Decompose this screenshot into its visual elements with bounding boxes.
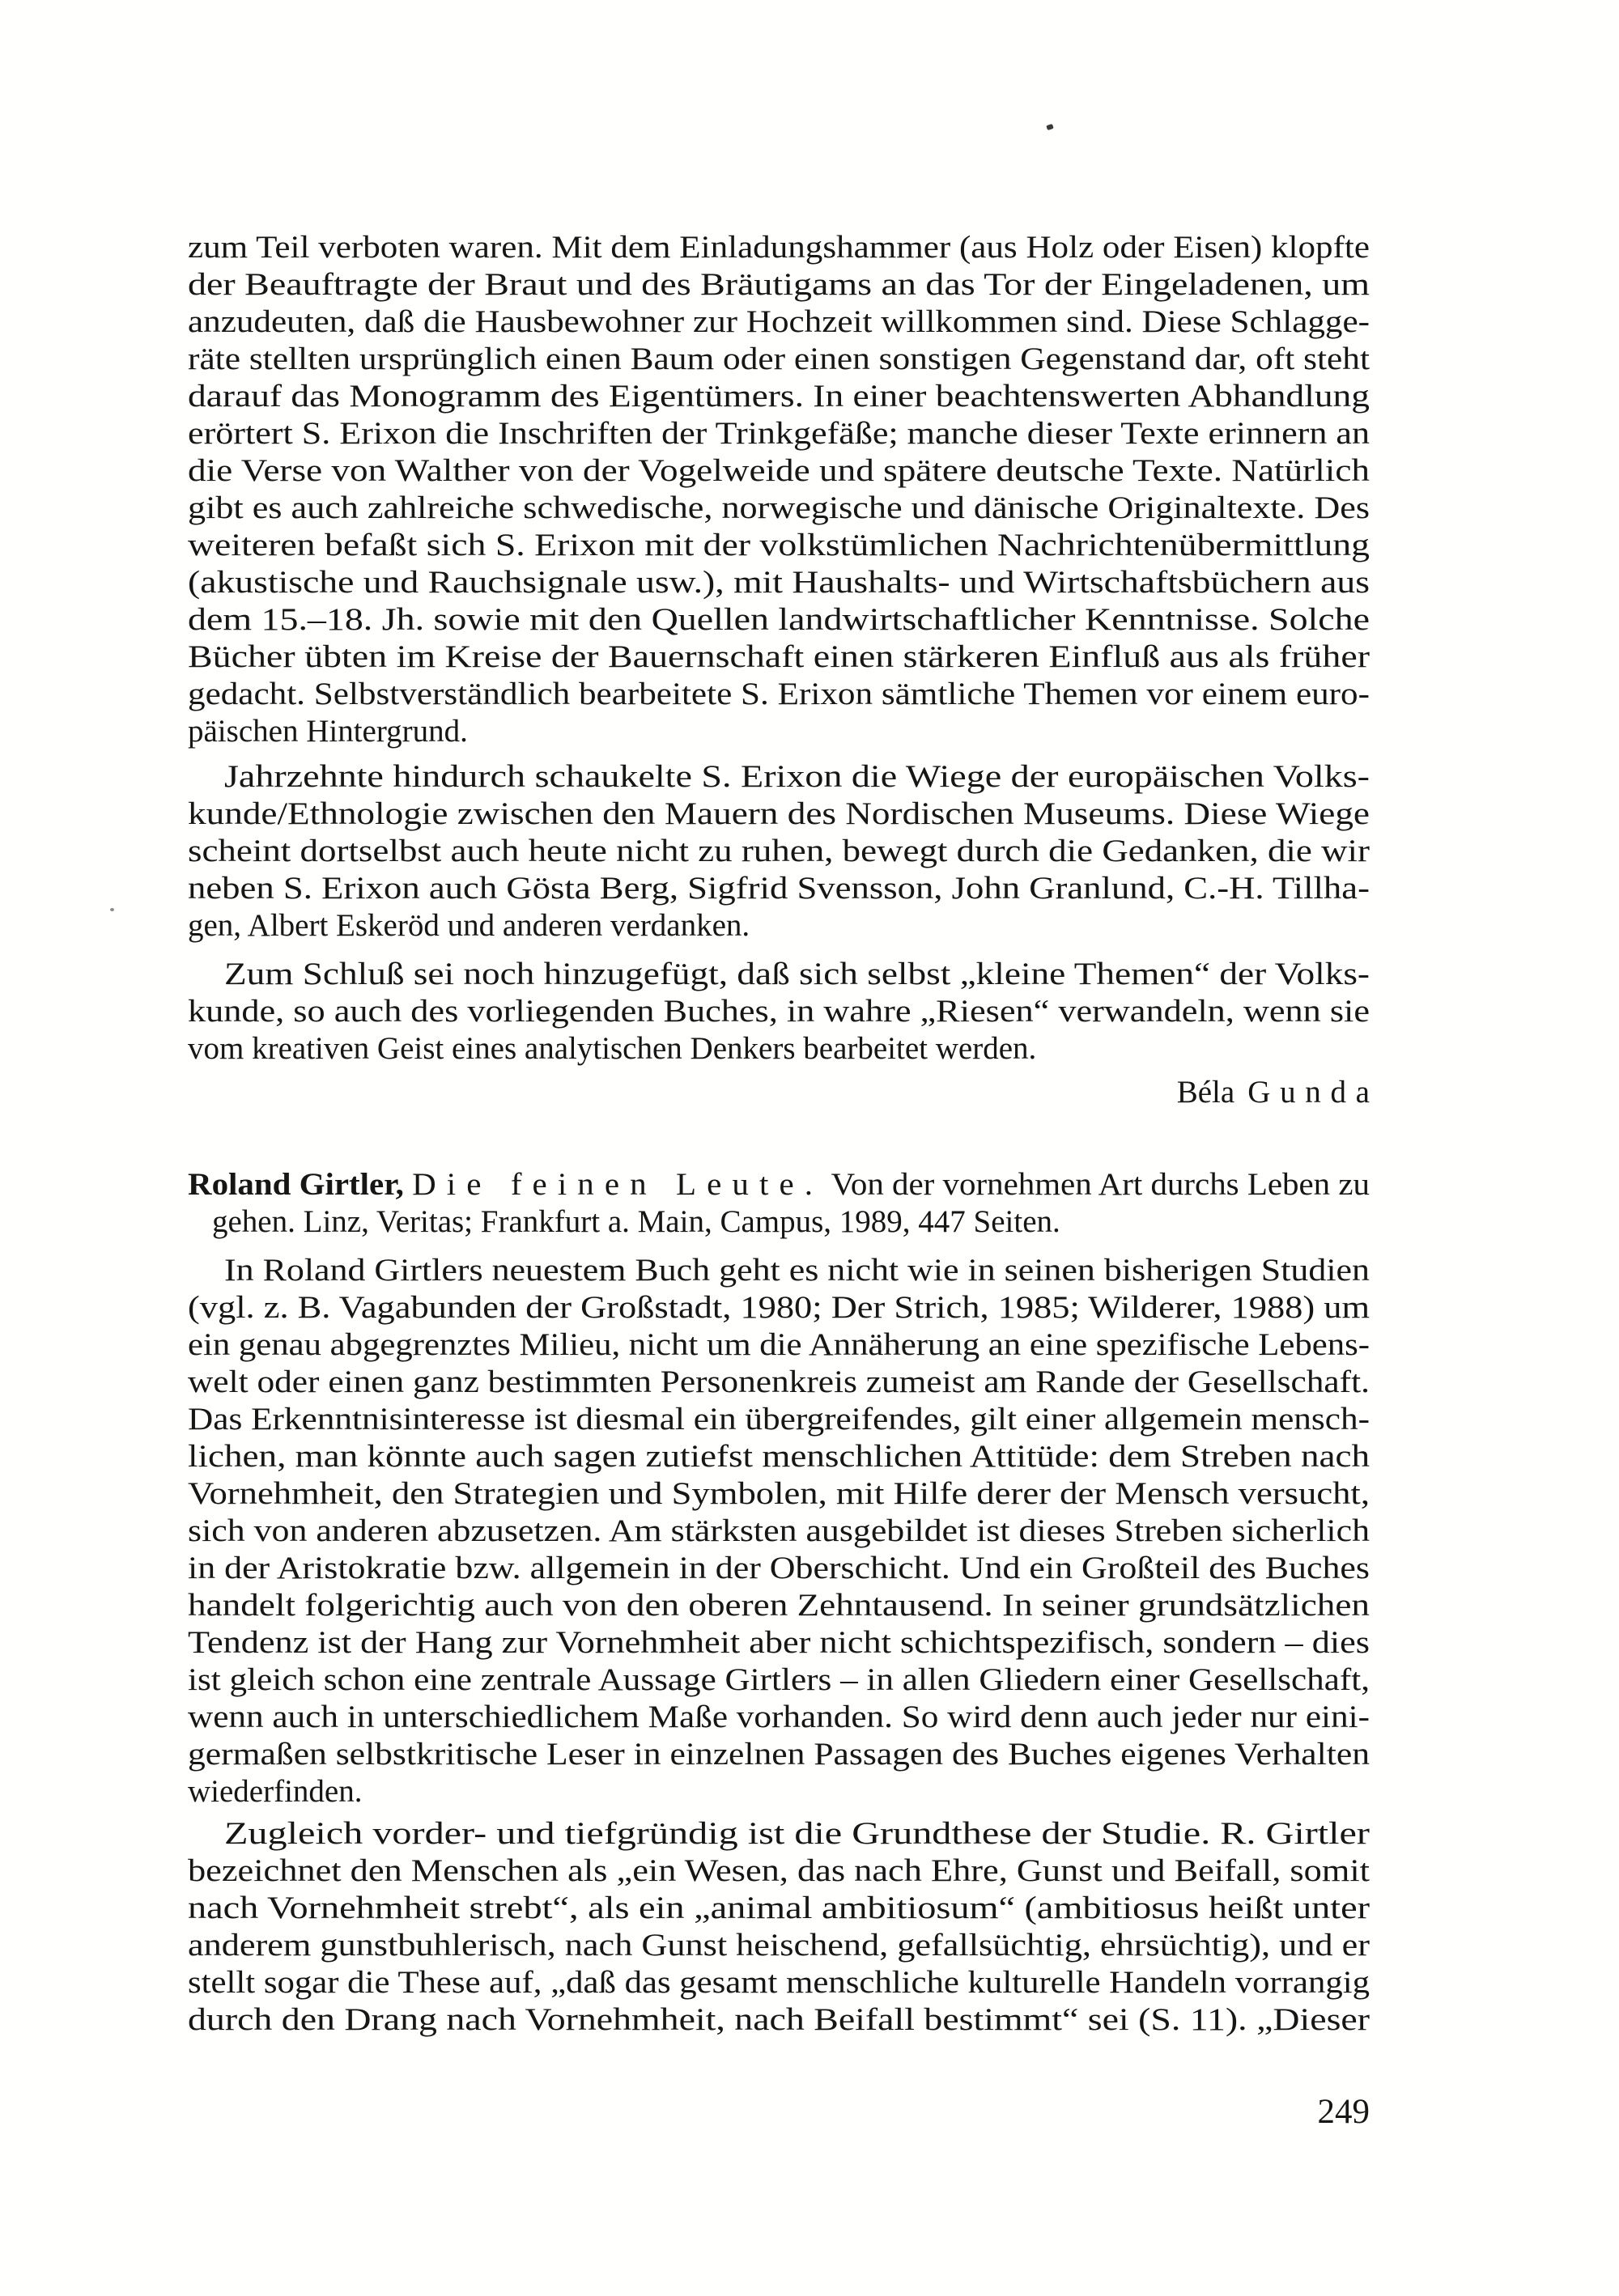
paragraph-erixon-wiege [188,758,1370,944]
text-line: Das Erkenntnisinteresse ist diesmal ein übergreifendes, gilt einer allgemein mensch- [188,1402,1370,1437]
text-line: Bücher übten im Kreise der Bauernschaft einen stärkeren Einfluß aus als früher [188,639,1370,674]
page-number: 249 [1317,2093,1370,2131]
scan-speck-margin [110,908,114,911]
text-line: vom kreativen Geist eines analytischen Denkers bearbeitet werden. [188,1031,1037,1066]
signature-given-name: Béla [1176,1075,1235,1110]
text-line: gibt es auch zahlreiche schwedische, norwegische und dänische Originaltexte. Des [188,490,1370,525]
review-signature [188,1074,1379,1111]
text-line: durch den Drang nach Vornehmheit, nach Beifall bestimmt“ sei (S. 11). „Dieser [188,2002,1370,2037]
text-line: wiederfinden. [188,1774,363,1809]
text-line: gen, Albert Eskeröd und anderen verdanken. [188,908,750,943]
scan-speck-top [1046,124,1053,130]
text-line: die Verse von Walther von der Vogelweide und spätere deutsche Texte. Natürlich [188,453,1370,488]
text-line: kunde, so auch des vorliegenden Buches, in wahre „Riesen“ verwandeln, wenn sie [188,994,1370,1029]
text-line: räte stellten ursprünglich einen Baum oder einen sonstigen Gegenstand dar, oft steht [188,342,1370,376]
text-line: Zum Schluß sei noch hinzugefügt, daß sich selbst „kleine Themen“ der Volks- [224,957,1370,991]
text-line: Tendenz ist der Hang zur Vornehmheit aber nicht schichtspezifisch, sondern – dies [188,1625,1370,1660]
text-line: Zugleich vorder- und tiefgründig ist die Grundthese der Studie. R. Girtler [224,1816,1370,1851]
heading-line-1 [188,1166,1370,1203]
text-line: erörtert S. Erixon die Inschriften der Trinkgefäße; manche dieser Texte erinnern an [188,416,1370,451]
text-line: nach Vornehmheit strebt“, als ein „animal ambitiosum“ (ambitiosus heißt unter [188,1891,1370,1925]
text-line: stellt sogar die These auf, „daß das gesamt menschliche kulturelle Handeln vorrangig [188,1965,1370,2000]
paragraph-erixon-schluss [188,956,1370,1067]
text-line: welt oder einen ganz bestimmten Personenkreis zumeist am Rande der Gesellschaft. [188,1364,1370,1399]
text-line: scheint dortselbst auch heute nicht zu ruhen, bewegt durch die Gedanken, die wir [188,834,1370,868]
text-line: In Roland Girtlers neuestem Buch geht es nicht wie in seinen bisherigen Studien [224,1253,1370,1288]
paragraph-girtler-grundthese [188,1815,1370,2039]
text-line: gedacht. Selbstverständlich bearbeitete S. Erixon sämtliche Themen vor einem euro- [188,677,1370,711]
text-line: lichen, man könnte auch sagen zutiefst menschlichen Attitüde: dem Streben nach [188,1439,1370,1474]
book-review-heading [188,1166,1370,1241]
text-line: anzudeuten, daß die Hausbewohner zur Hochzeit willkommen sind. Diese Schlagge- [188,304,1370,339]
text-block [188,229,1379,2039]
text-line: Jahrzehnte hindurch schaukelte S. Erixon die Wiege der europäischen Volks- [224,759,1370,794]
text-line: Vornehmheit, den Strategien und Symbolen, mit Hilfe derer der Mensch versucht, [188,1476,1370,1511]
text-line: (vgl. z. B. Vagabunden der Großstadt, 1980; Der Strich, 1985; Wilderer, 1988) um [188,1290,1370,1325]
heading-book-title: Die feinen Leute. [412,1167,824,1202]
text-line: anderem gunstbuhlerisch, nach Gunst heischend, gefallsüchtig, ehrsüchtig), und er [188,1928,1370,1963]
heading-author: Roland Girtler, [188,1167,404,1202]
text-line: neben S. Erixon auch Gösta Berg, Sigfrid Svensson, John Granlund, C.-H. Tillha- [188,871,1370,906]
heading-line-2 [188,1203,1370,1241]
text-line: ein genau abgegrenztes Milieu, nicht um die Annäherung an eine spezifische Lebens- [188,1327,1370,1362]
text-line: zum Teil verboten waren. Mit dem Einladungshammer (aus Holz oder Eisen) klopfte [188,230,1370,265]
signature-family-name: Gunda [1247,1075,1379,1110]
text-line: der Beauftragte der Braut und des Bräutigams an das Tor der Eingeladenen, um [188,267,1370,302]
text-line: in der Aristokratie bzw. allgemein in der Oberschicht. Und ein Großteil des Buches [188,1551,1370,1585]
text-line: bezeichnet den Menschen als „ein Wesen, das nach Ehre, Gunst und Beifall, somit [188,1853,1370,1888]
text-line: weiteren befaßt sich S. Erixon mit der volkstümlichen Nachrichtenübermittlung [188,528,1370,562]
paragraph-girtler-intro [188,1252,1370,1810]
text-line: päischen Hintergrund. [188,714,468,749]
text-line: wenn auch in unterschiedlichem Maße vorhanden. So wird denn auch jeder nur eini- [188,1700,1370,1734]
text-line: dem 15.–18. Jh. sowie mit den Quellen landwirtschaftlicher Kenntnisse. Solche [188,602,1370,637]
text-line: kunde/Ethnologie zwischen den Mauern des Nordischen Museums. Diese Wiege [188,796,1370,831]
paragraph-erixon-continuation [188,229,1370,750]
heading-imprint: gehen. Linz, Veritas; Frankfurt a. Main, Campus, 1989, 447 Seiten. [212,1204,1060,1239]
text-line: darauf das Monogramm des Eigentümers. In einer beachtenswerten Abhandlung [188,379,1370,414]
text-line: handelt folgerichtig auch von den oberen Zehntausend. In seiner grundsätzlichen [188,1588,1370,1623]
text-line: sich von anderen abzusetzen. Am stärksten ausgebildet ist dieses Streben sicherlich [188,1513,1370,1548]
text-line: germaßen selbstkritische Leser in einzelnen Passagen des Buches eigenes Verhalten [188,1737,1370,1772]
text-line: (akustische und Rauchsignale usw.), mit Haushalts- und Wirtschaftsbüchern aus [188,565,1370,600]
text-line: ist gleich schon eine zentrale Aussage Girtlers – in allen Gliedern einer Gesellschaft, [188,1662,1370,1697]
heading-subtitle: Von der vornehmen Art durchs Leben zu [831,1167,1370,1202]
